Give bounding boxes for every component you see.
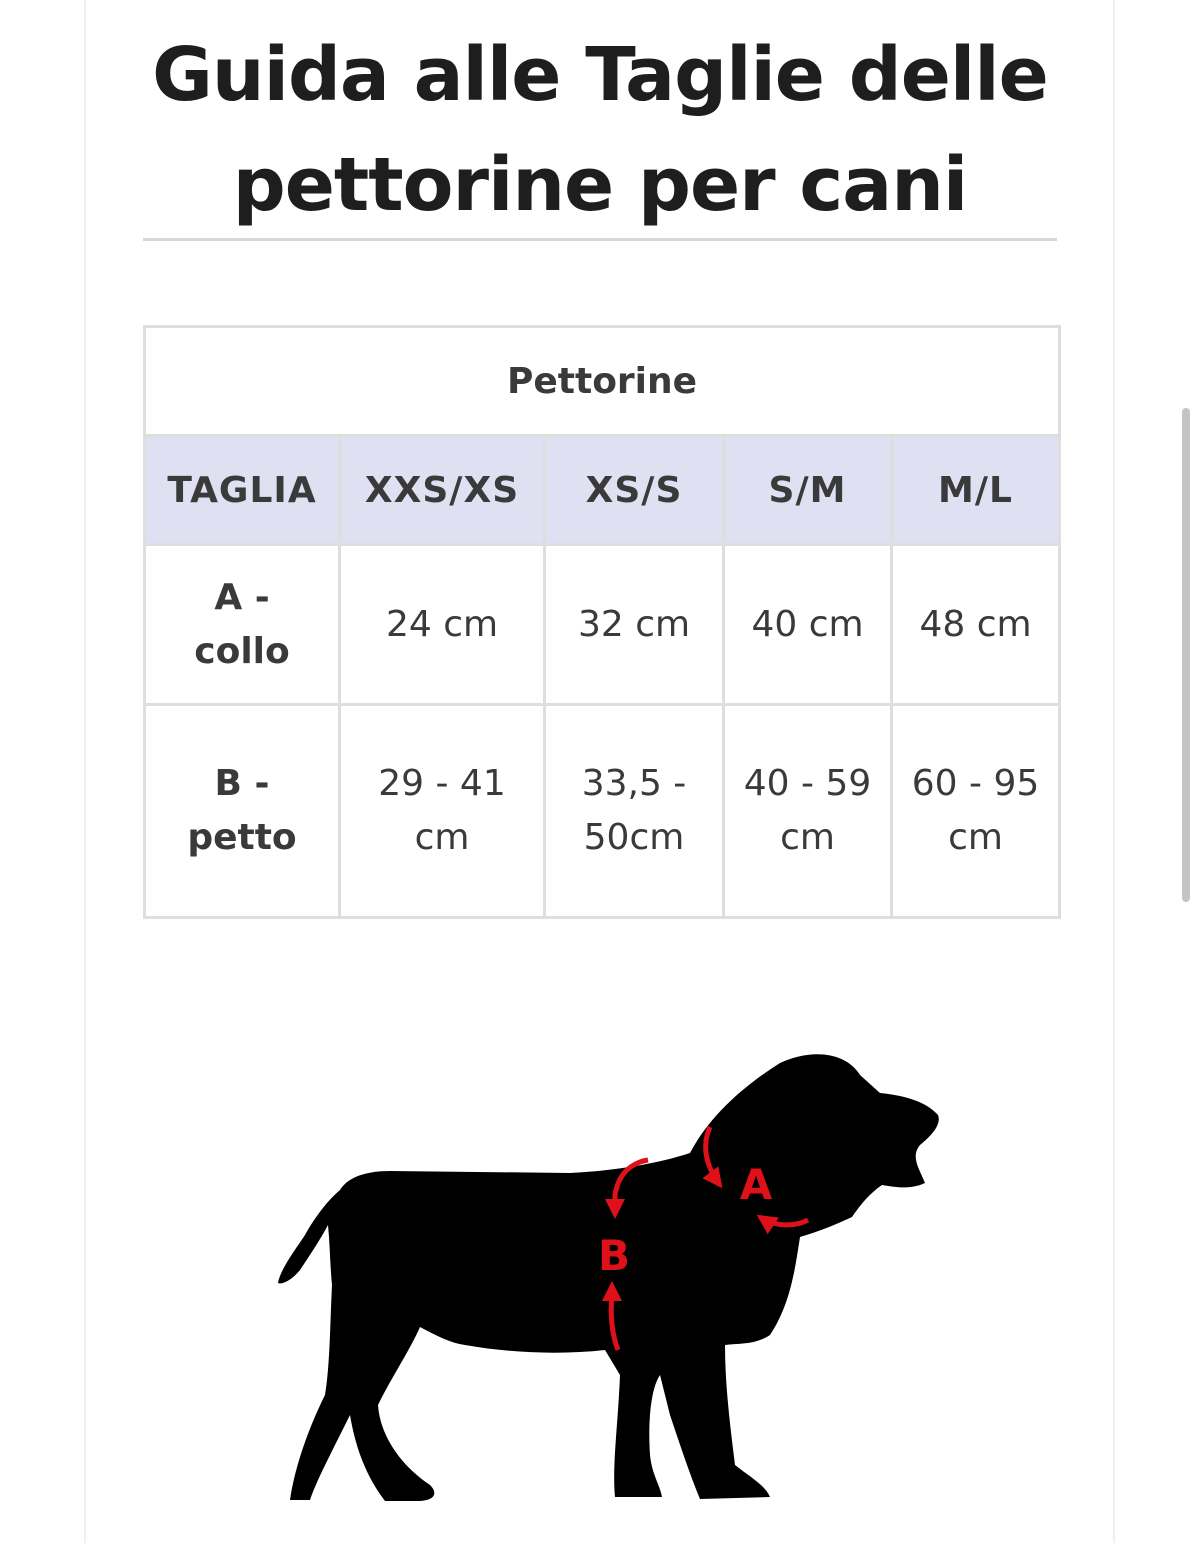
title-divider: [143, 238, 1057, 241]
table-cell: 29 - 41 cm: [340, 705, 545, 918]
content-frame-left: [84, 0, 86, 1543]
row-label-text: A - collo: [194, 576, 290, 672]
marker-b: B: [597, 1231, 631, 1280]
header-xs-s: XS/S: [545, 436, 724, 545]
marker-a: A: [739, 1160, 773, 1209]
table-cell: 40 cm: [724, 545, 892, 705]
table-header-row: [145, 436, 1060, 545]
row-label-petto: [145, 705, 340, 918]
dog-measurement-figure: [270, 1045, 950, 1505]
table-cell: 33,5 - 50cm: [545, 705, 724, 918]
table-cell: 24 cm: [340, 545, 545, 705]
header-xxs-xs: XXS/XS: [340, 436, 545, 545]
table-cell: 48 cm: [892, 545, 1060, 705]
table-row: [145, 545, 1060, 705]
table-caption: Pettorine: [145, 327, 1060, 436]
table-row: [145, 705, 1060, 918]
header-taglia: TAGLIA: [145, 436, 340, 545]
table-cell: 32 cm: [545, 545, 724, 705]
table-cell: 40 - 59 cm: [724, 705, 892, 918]
table-cell: 60 - 95 cm: [892, 705, 1060, 918]
row-label-text: B - petto: [187, 763, 297, 858]
header-s-m: S/M: [724, 436, 892, 545]
page-title: Guida alle Taglie delle pettorine per cani: [152, 32, 1048, 228]
row-label-collo: [145, 545, 340, 705]
scrollbar-thumb[interactable]: [1182, 408, 1190, 902]
header-m-l: M/L: [892, 436, 1060, 545]
content-frame-right: [1113, 0, 1115, 1543]
size-table: [143, 325, 1061, 919]
